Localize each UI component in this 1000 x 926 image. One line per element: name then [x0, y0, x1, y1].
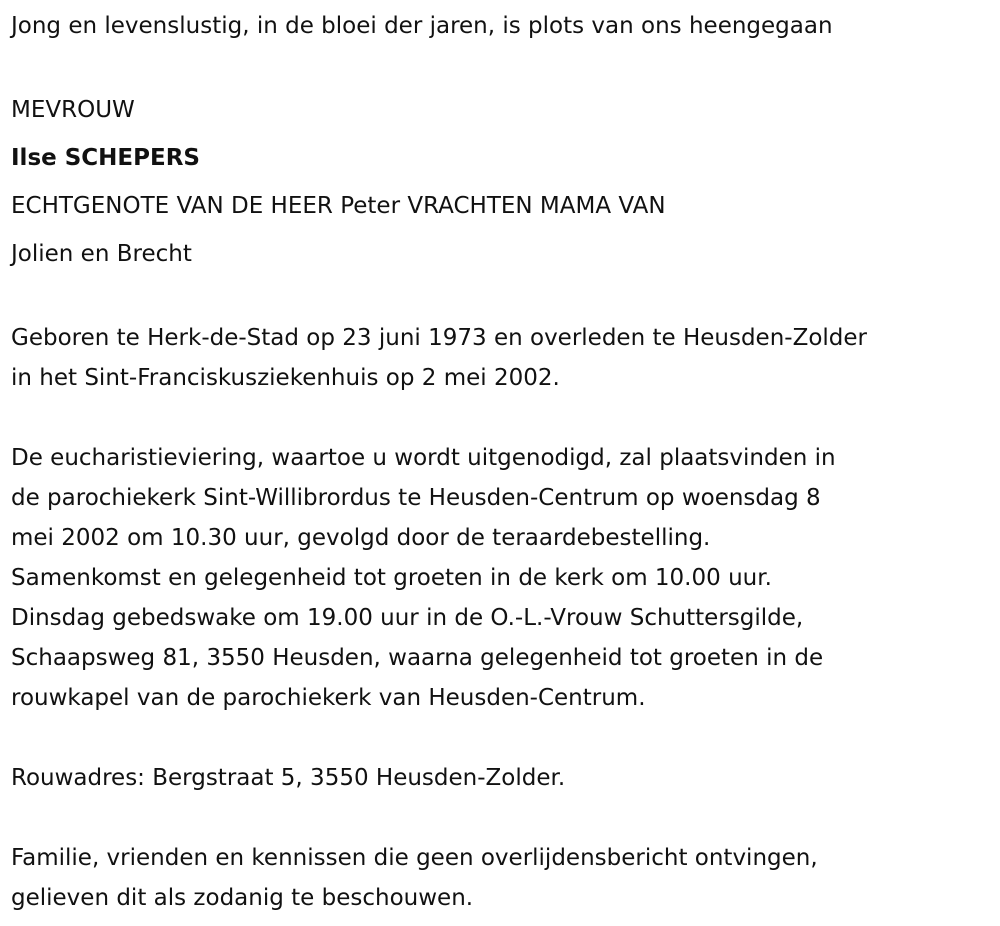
paragraph-line: Familie, vrienden en kennissen die geen overlijdensbericht ontvingen,	[11, 845, 818, 871]
spacer	[11, 718, 996, 758]
paragraph-line: Geboren te Herk-de-Stad op 23 juni 1973 en overleden te Heusden-Zolder	[11, 325, 867, 351]
paragraph-line: Samenkomst en gelegenheid tot groeten in de kerk om 10.00 uur.	[11, 565, 772, 591]
paragraph-line: Schaapsweg 81, 3550 Heusden, waarna gelegenheid tot groeten in de	[11, 645, 824, 671]
service-paragraph	[11, 438, 996, 718]
birth-paragraph	[11, 318, 996, 398]
obituary-notice	[11, 6, 996, 918]
intro-text: Jong en levenslustig, in de bloei der jaren, is plots van ons heengegaan	[11, 13, 833, 39]
paragraph-line: gelieven dit als zodanig te beschouwen.	[11, 885, 474, 911]
closing-paragraph	[11, 838, 996, 918]
paragraph-line: de parochiekerk Sint-Willibrordus te Heusden-Centrum op woensdag 8	[11, 485, 821, 511]
spacer	[11, 278, 996, 318]
paragraph-line: rouwkapel van de parochiekerk van Heusden-Centrum.	[11, 685, 646, 711]
children-line: Jolien en Brecht	[11, 241, 192, 267]
spacer	[11, 398, 996, 438]
paragraph-line: mei 2002 om 10.30 uur, gevolgd door de teraardebestelling.	[11, 525, 711, 551]
spacer	[11, 798, 996, 838]
paragraph-line: in het Sint-Franciskusziekenhuis op 2 mei 2002.	[11, 365, 560, 391]
paragraph-line: Dinsdag gebedswake om 19.00 uur in de O.-L.-Vrouw Schuttersgilde,	[11, 605, 804, 631]
honorific: MEVROUW	[11, 97, 135, 123]
spacer	[11, 46, 996, 86]
address-line: Rouwadres: Bergstraat 5, 3550 Heusden-Zolder.	[11, 765, 566, 791]
deceased-name: Ilse SCHEPERS	[11, 145, 200, 171]
paragraph-line: De eucharistieviering, waartoe u wordt uitgenodigd, zal plaatsvinden in	[11, 445, 836, 471]
spouse-line: ECHTGENOTE VAN DE HEER Peter VRACHTEN MAMA VAN	[11, 193, 666, 219]
